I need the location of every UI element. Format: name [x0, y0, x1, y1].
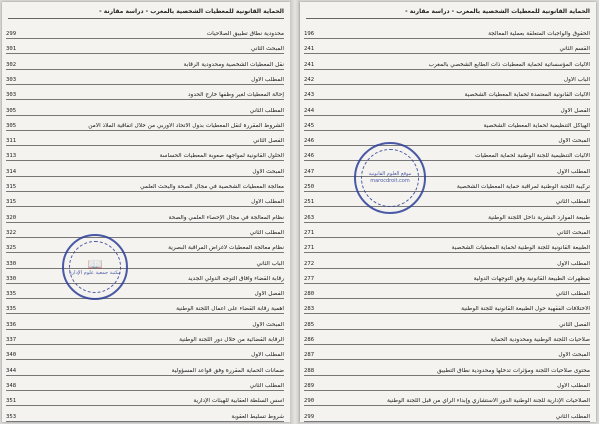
toc-page-number: 271 [304, 229, 315, 236]
stamp-left-text: مكتبة جمعية علوم الإدارة [69, 269, 121, 276]
toc-entry [304, 363, 590, 376]
toc-entry [6, 393, 284, 406]
toc-entry-title: المبحث الأول [558, 352, 590, 359]
toc-entry-title: الحقوق والواجبات المتعلقة بعملية المعالجة [488, 31, 590, 37]
toc-entry-title: المطلب الثاني [249, 229, 284, 236]
toc-entry [304, 72, 590, 85]
toc-page-number: 335 [6, 291, 17, 298]
toc-entry [6, 133, 284, 146]
toc-page-number: 280 [304, 291, 315, 298]
toc-page-number: 289 [304, 382, 315, 389]
toc-page-number: 330 [6, 275, 17, 282]
toc-entry [6, 179, 284, 192]
toc-entry-title: الآليات القانونية المعتمدة لحماية المعطيات الشخصية [464, 92, 590, 99]
toc-entry [6, 409, 284, 422]
toc-entry-title: المبحث الأول [252, 321, 284, 328]
toc-entry [304, 118, 590, 131]
toc-page-number: 242 [304, 76, 315, 83]
toc-entry-title: محدودية نطاق تطبيق الصلاحيات [206, 31, 284, 37]
toc-entry-title: ضمانات الحماية المقررة وفق قواعد المسؤولية [171, 367, 284, 374]
toc-page-number: 277 [304, 275, 315, 282]
toc-entry-title: الفصل الثاني [253, 138, 284, 145]
toc-entry-title: المطلب الأول [251, 199, 284, 206]
toc-entry [304, 271, 590, 284]
toc-page-number: 305 [6, 122, 17, 129]
toc-entry-title: الصلاحيات الإدارية للجنة الوطنية الدور الاستشاري وإبداء الرأي من قبل اللجنة الوطنية [386, 398, 590, 405]
toc-entry-title: إحالة المعطيات لغير وظفها خارج الحدود [187, 92, 284, 99]
toc-page-number: 303 [6, 76, 17, 83]
toc-entry [304, 210, 590, 223]
toc-entry [6, 240, 284, 253]
toc-entry [6, 87, 284, 100]
site-stamp-right [354, 142, 426, 214]
toc-entry-title: الحلول القانونية لمواجهة صعوبة المعطيات الحساسة [159, 153, 284, 160]
toc-entry [304, 378, 590, 391]
toc-page-number: 344 [6, 367, 17, 374]
stamp-right-text: موقع العلوم القانونية marocdroit.com [368, 171, 412, 184]
toc-entry-title: الاختلافات الفقهية حول الطبيعة القانونية للجنة الوطنية [461, 306, 590, 313]
toc-entry-title: الآليات المؤسساتية لحماية المعطيات ذات الطابع الشخصي بالمغرب [428, 61, 590, 68]
toc-page-number: 313 [6, 153, 17, 160]
toc-page-number: 288 [304, 367, 315, 374]
toc-page-number: 320 [6, 214, 17, 221]
toc-page-number: 348 [6, 382, 17, 389]
toc-page-number: 299 [6, 31, 17, 37]
toc-entry-title: المطلب الثاني [249, 107, 284, 114]
left-page [2, 2, 290, 422]
toc-entry [6, 332, 284, 345]
toc-page-number: 241 [304, 61, 315, 68]
toc-entry-title: محتوى صلاحيات اللجنة ومؤثرات تدخلها ومحدودية نطاق التطبيق [437, 367, 590, 374]
toc-entry [6, 164, 284, 177]
toc-page-number: 287 [304, 352, 315, 359]
toc-entry [304, 179, 590, 192]
toc-entry-title: الشروط المقررة لنقل المعطيات بدول الاتحاد الأوربي من خلال اتفاقية الملاذ الآمن [88, 122, 284, 129]
toc-entry [6, 72, 284, 85]
toc-entry [304, 256, 590, 269]
toc-entry-title: المطلب الثاني [249, 382, 284, 389]
toc-entry [304, 194, 590, 207]
toc-entry [304, 332, 590, 345]
toc-entry-title: الفصل الثاني [559, 321, 590, 328]
toc-page-number: 353 [6, 413, 17, 420]
toc-entry [304, 133, 590, 146]
toc-entry-title: أهمية رقابة القضاء على أعمال اللجنة الوطنية [176, 306, 284, 313]
toc-entry [304, 347, 590, 360]
toc-entry [304, 57, 590, 70]
toc-page-number: 335 [6, 306, 17, 313]
toc-entry-title: الطبيعة القانونية للجنة الوطنية لحماية المعطيات الشخصية [451, 245, 590, 252]
toc-entry-title: المبحث الأول [252, 168, 284, 175]
book-icon: 📖 [87, 256, 103, 271]
toc-entry-title: المطلب الثاني [555, 291, 590, 298]
toc-page-number: 271 [304, 245, 315, 252]
toc-entry-title: المبحث الثاني [250, 46, 284, 53]
toc-page-number: 247 [304, 168, 315, 175]
toc-page-number: 243 [304, 92, 315, 99]
toc-entry-title: تمظهرات الطبيعة القانونية وفق التوجهات الدولية [473, 275, 590, 282]
toc-entry-title: المطلب الأول [557, 168, 590, 175]
toc-entry-title: الفصل الأول [560, 107, 590, 114]
toc-entry [6, 378, 284, 391]
toc-entry [6, 256, 284, 269]
toc-entry-title: شروط تسليط العقوبة [231, 413, 284, 420]
toc-entry-title: رقابة القضاء وآفاق التوجه الدولي الجديد [188, 275, 284, 282]
toc-page-number: 303 [6, 92, 17, 99]
toc-entry-title: المطلب الأول [557, 260, 590, 267]
toc-page-number: 250 [304, 184, 315, 190]
toc-entry [6, 363, 284, 376]
toc-entry [6, 148, 284, 161]
toc-entry [304, 26, 590, 39]
toc-entry [304, 103, 590, 116]
toc-page-number: 351 [6, 398, 17, 405]
toc-page-number: 302 [6, 61, 17, 68]
toc-entry [6, 286, 284, 299]
toc-page-number: 263 [304, 214, 315, 221]
toc-page-number: 246 [304, 138, 315, 145]
toc-entry-title: المطلب الأول [251, 352, 284, 359]
toc-entry-title: أسس السلطة العقابية للهيئات الإدارية [193, 398, 284, 405]
toc-page-number: 305 [6, 107, 17, 114]
right-page-header: الحماية القانونية للمعطيات الشخصية بالمغرب - دراسة مقارنة - [306, 6, 590, 19]
toc-page-number: 245 [304, 122, 315, 129]
toc-entry [304, 409, 590, 422]
toc-entry [304, 393, 590, 406]
toc-page-number: 286 [304, 337, 315, 343]
toc-entry-title: نظام معالجة المعطيات لأغراض المراقبة البصرية [168, 245, 284, 252]
toc-entry-title: المبحث الثاني [556, 229, 590, 236]
toc-entry [6, 26, 284, 39]
toc-page-number: 299 [304, 413, 315, 420]
toc-entry [6, 347, 284, 360]
toc-entry-title: معالجة المعطيات الشخصية في مجال الصحة والبحث العلمي [140, 184, 284, 190]
toc-entry [6, 41, 284, 54]
toc-entry [304, 286, 590, 299]
toc-entry-title: طبيعة الموارد البشرية داخل اللجنة الوطنية [488, 214, 590, 221]
toc-page-number: 336 [6, 321, 17, 328]
toc-entry [6, 57, 284, 70]
toc-page-number: 340 [6, 352, 17, 359]
toc-entry-title: المطلب الثاني [555, 199, 590, 206]
toc-entry [304, 240, 590, 253]
toc-entry-title: تركيبة اللجنة الوطنية لمراقبة حماية المعطيات الشخصية [456, 184, 590, 190]
toc-page-number: 315 [6, 184, 17, 190]
toc-entry-title: القسم الثاني [559, 46, 590, 53]
toc-page-number: 330 [6, 260, 17, 267]
toc-page-number: 314 [6, 168, 17, 175]
toc-entry [304, 41, 590, 54]
toc-page-number: 272 [304, 260, 315, 267]
toc-page-number: 315 [6, 199, 17, 206]
toc-entry [6, 103, 284, 116]
toc-entry-title: الفصل الأول [254, 291, 284, 298]
toc-entry-title: الآليات التنظيمية للجنة الوطنية لحماية المعطيات [475, 153, 590, 160]
toc-page-number: 196 [304, 31, 315, 37]
toc-entry [304, 301, 590, 314]
toc-entry [304, 87, 590, 100]
toc-page-number: 283 [304, 306, 315, 313]
toc-page-number: 251 [304, 199, 315, 206]
toc-entry [6, 118, 284, 131]
toc-entry-title: نقل المعطيات الشخصية ومحدودية الرقابة [183, 61, 284, 68]
toc-page-number: 337 [6, 337, 17, 343]
toc-page-number: 241 [304, 46, 315, 53]
toc-page-number: 301 [6, 46, 17, 53]
toc-entry-title: المطلب الأول [251, 76, 284, 83]
toc-page-number: 322 [6, 229, 17, 236]
toc-entry-title: نظام المعالجة في مجال الإحصاء العلمي والصحة [168, 214, 284, 221]
toc-entry [304, 225, 590, 238]
left-page-header: الحماية القانونية للمعطيات الشخصية بالمغرب - دراسة مقارنة - [8, 6, 284, 19]
library-stamp-left [62, 234, 128, 300]
right-page [300, 2, 596, 422]
toc-entry [6, 301, 284, 314]
toc-entry-title: الرقابة القضائية من خلال دور اللجنة الوطنية [179, 337, 284, 343]
toc-entry-title: المطلب الثاني [555, 413, 590, 420]
toc-entry-title: الباب الثاني [256, 260, 284, 267]
toc-entry [304, 317, 590, 330]
book-gutter [290, 0, 300, 424]
toc-entry-title: المبحث الأول [558, 138, 590, 145]
toc-entry-title: الهياكل التنظيمية لحماية المعطيات الشخصية [483, 122, 590, 129]
toc-entry [6, 194, 284, 207]
toc-page-number: 325 [6, 245, 17, 252]
toc-entry-title: الباب الأول [563, 76, 590, 83]
toc-entry [6, 225, 284, 238]
toc-entry [304, 164, 590, 177]
toc-entry [6, 210, 284, 223]
toc-entry-title: صلاحيات اللجنة الوطنية ومحدودية الحماية [490, 337, 590, 343]
toc-entry [304, 148, 590, 161]
toc-entry [6, 271, 284, 284]
toc-entry-title: المطلب الأول [557, 382, 590, 389]
toc-page-number: 311 [6, 138, 17, 145]
toc-entry [6, 317, 284, 330]
toc-page-number: 285 [304, 321, 315, 328]
toc-page-number: 246 [304, 153, 315, 160]
toc-page-number: 290 [304, 398, 315, 405]
toc-page-number: 244 [304, 107, 315, 114]
